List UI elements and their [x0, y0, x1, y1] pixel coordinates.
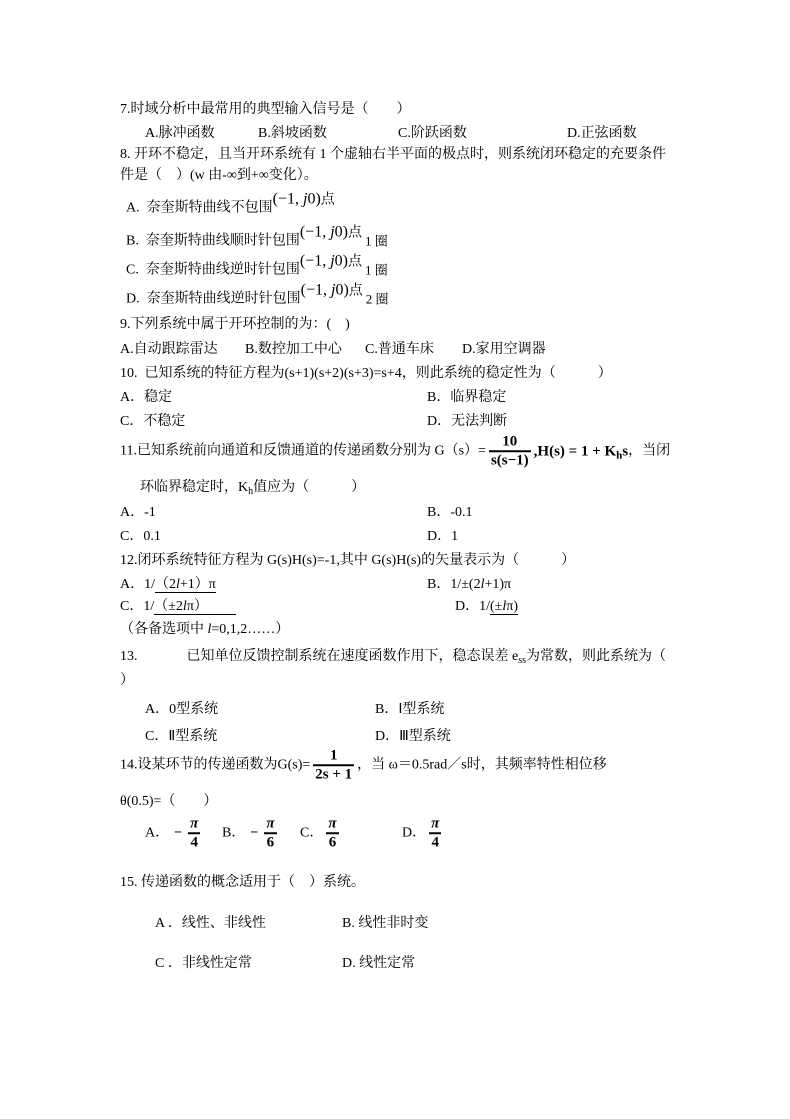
q14-option-d — [402, 815, 444, 851]
stem-text: 环临界稳定时，K — [140, 480, 249, 495]
q9-option-a: A.自动跟踪雷达 — [120, 342, 218, 357]
q11-option-c: C．0.1 — [120, 529, 161, 544]
fraction-denominator: s(s−1) — [490, 451, 529, 468]
q12-option-d — [455, 598, 518, 616]
h-variable: s — [622, 443, 629, 459]
option-tail: 1 圈 — [364, 233, 388, 248]
option-lead: D．1/ — [455, 599, 490, 614]
q8-option-c — [126, 252, 388, 280]
point-formula — [273, 191, 335, 210]
option-lead: A．1/ — [120, 577, 155, 592]
expression — [461, 576, 511, 594]
point-formula — [300, 253, 362, 272]
q8-option-a — [126, 190, 335, 218]
option-label: C． — [300, 825, 324, 840]
option-lead: C．1/ — [120, 599, 155, 614]
formula-close: 0) — [307, 190, 321, 208]
expr-pre: （2 — [155, 577, 176, 592]
q9-option-c: C.普通车床 — [365, 342, 434, 357]
q7-option-c: C.阶跃函数 — [398, 126, 467, 141]
q14-stem-line1 — [120, 747, 607, 783]
q10-option-a: A．稳定 — [120, 390, 173, 405]
q8-stem-line1: 8. 开环不稳定，且当开环系统有 1 个虚轴右半平面的极点时，则系统闭环稳定的充要条件 — [120, 147, 666, 162]
q13-stem-line1 — [120, 648, 666, 666]
minus-sign: − — [250, 825, 259, 840]
q13-option-a: A．0型系统 — [145, 702, 219, 717]
stem-text: 11.已知系统前向通道和反馈通道的传递函数分别为 G（s）= — [120, 443, 486, 458]
expr-variable: l — [176, 577, 180, 592]
expr-variable: l — [480, 577, 485, 592]
note-pre: （各备选项中 — [120, 622, 208, 637]
option-label: A． — [145, 825, 170, 840]
fraction-denominator: 4 — [431, 833, 439, 850]
fraction-denominator: 4 — [190, 833, 198, 850]
q15-option-c: C ．非线性定常 — [155, 956, 252, 971]
pi-fraction — [326, 815, 338, 851]
fraction-denominator: 6 — [328, 833, 337, 850]
minus-sign: − — [174, 825, 183, 840]
q14-option-a — [145, 815, 203, 851]
q12-option-b — [427, 576, 511, 594]
kh-subscript: h — [248, 486, 254, 497]
q11-stem-line2 — [140, 479, 365, 497]
q7-stem: 7.时域分析中最常用的典型输入信号是（ ） — [120, 102, 411, 117]
q10-option-c: C．不稳定 — [120, 414, 186, 429]
formula-suffix: 点 — [347, 225, 362, 241]
note-post: =0,1,2……） — [211, 622, 290, 637]
q7-option-d: D.正弦函数 — [567, 126, 637, 141]
point-formula — [301, 282, 363, 301]
q9-stem: 9.下列系统中属于开环控制的为：( ) — [120, 317, 350, 332]
option-tail: 1 圈 — [364, 262, 388, 277]
q13-option-c: C．Ⅱ型系统 — [145, 729, 218, 744]
fraction-denominator: 6 — [266, 833, 275, 850]
option-text: B. 奈奎斯特曲线顺时针包围 — [126, 233, 300, 248]
option-text: A. 奈奎斯特曲线不包围 — [126, 200, 273, 215]
expr-pre: （±2 — [154, 599, 183, 614]
q12-note — [120, 621, 289, 639]
formula-variable: j — [330, 252, 335, 270]
q15-option-a: A ．线性、非线性 — [155, 916, 266, 931]
q8-option-b — [126, 223, 388, 251]
q15-stem: 15. 传递函数的概念适用于（ ）系统。 — [120, 875, 365, 890]
q13-option-d: D．Ⅲ型系统 — [375, 729, 451, 744]
pi-fraction — [188, 815, 200, 851]
formula-open: (−1, — [300, 281, 331, 299]
option-text: D. 奈奎斯特曲线逆时针包围 — [126, 291, 301, 306]
expr-pre: (± — [490, 599, 503, 614]
q8-stem-line2: 件是（ ）(w 由-∞到+∞变化）。 — [120, 168, 318, 183]
stem-text-end: 为常数，则此系统为（ — [526, 649, 667, 664]
formula-open: (−1, — [299, 252, 331, 270]
q13-stem-line2: ） — [120, 673, 134, 688]
q7-option-a: A.脉冲函数 — [145, 126, 215, 141]
formula-suffix: 点 — [320, 192, 335, 208]
stem-text-end: 值应为（ ） — [253, 480, 366, 495]
formula-open: (−1, — [299, 223, 331, 241]
option-label: B． — [222, 825, 246, 840]
expr-post: π） — [186, 599, 208, 614]
formula-close: 0) — [335, 281, 349, 299]
h-subscript: h — [616, 449, 623, 461]
q11-option-d: D．1 — [427, 529, 459, 544]
question-number: 13. — [120, 649, 138, 664]
formula-variable: j — [330, 281, 336, 299]
stem-text: 已知单位反馈控制系统在速度函数作用下，稳态误差 e — [186, 649, 519, 664]
q9-option-b: B.数控加工中心 — [245, 342, 342, 357]
formula-close: 0) — [334, 252, 348, 270]
expr-variable: l — [502, 599, 507, 614]
q12-option-c — [120, 598, 236, 616]
stem-text-end: ，当闭 — [628, 443, 671, 458]
q11-stem-line1 — [120, 433, 670, 469]
fraction-numerator: π — [266, 815, 275, 832]
formula-suffix: 点 — [347, 254, 362, 270]
point-formula — [300, 224, 362, 243]
option-label: D． — [402, 825, 427, 840]
expr-post: π) — [506, 599, 518, 614]
expr-post: +1）π — [179, 577, 216, 592]
stem-text: 14.设某环节的传递函数为G(s)= — [120, 757, 311, 772]
q14-option-b — [222, 815, 280, 851]
stem-text-end: ，当 ω＝0.5rad／s时，其频率特性相位移 — [357, 757, 607, 772]
fraction-numerator: π — [190, 815, 199, 832]
q10-option-b: B．临界稳定 — [427, 390, 507, 405]
fraction-numerator: 1 — [329, 747, 338, 764]
option-lead: B．1/ — [427, 577, 462, 592]
q14-stem-line2: θ(0.5)=（ ） — [120, 794, 218, 809]
q12-stem: 12.闭环系统特征方程为 G(s)H(s)=-1,其中 G(s)H(s)的矢量表示为（ ） — [120, 553, 576, 568]
q7-option-b: B.斜坡函数 — [258, 126, 327, 141]
underlined-expression — [490, 599, 518, 615]
expr-variable: l — [182, 599, 187, 614]
q15-option-b: B. 线性非时变 — [342, 916, 429, 931]
expr-post: +1)π — [484, 577, 512, 592]
g-fraction — [489, 433, 531, 469]
q13-option-b: B．Ⅰ型系统 — [375, 702, 445, 717]
ess-subscript: ss — [518, 655, 527, 666]
fraction-denominator: 2s + 1 — [315, 765, 353, 782]
q10-option-d: D．无法判断 — [427, 414, 508, 429]
underlined-expression — [155, 577, 216, 593]
formula-open: (−1, — [272, 190, 303, 208]
fraction-numerator: π — [431, 815, 440, 832]
expr-pre: ±(2 — [461, 577, 481, 592]
q9-option-d: D.家用空调器 — [462, 342, 546, 357]
formula-close: 0) — [334, 223, 348, 241]
q12-option-a — [120, 576, 216, 594]
q11-option-b: B．-0.1 — [427, 505, 473, 520]
q15-option-d: D. 线性定常 — [342, 956, 416, 971]
q10-stem: 10. 已知系统的特征方程为(s+1)(s+2)(s+3)=s+4，则此系统的稳定性为（ ） — [120, 366, 612, 381]
q11-option-a: A．-1 — [120, 505, 156, 520]
option-text: C. 奈奎斯特曲线逆时针包围 — [126, 262, 300, 277]
h-expression: ,H(s) = 1 + K — [533, 443, 617, 459]
pi-fraction — [429, 815, 441, 851]
q8-option-d — [126, 281, 389, 309]
g-fraction — [313, 747, 354, 783]
pi-fraction — [264, 815, 276, 851]
note-variable: l — [207, 622, 212, 637]
option-tail: 2 圈 — [365, 291, 389, 306]
underlined-expression — [154, 599, 236, 615]
formula-variable: j — [330, 223, 335, 241]
q14-option-c — [300, 815, 342, 851]
fraction-numerator: π — [328, 815, 337, 832]
fraction-numerator: 10 — [502, 433, 518, 450]
formula-variable: j — [302, 190, 308, 208]
note-text — [120, 621, 289, 639]
formula-suffix: 点 — [348, 283, 363, 299]
